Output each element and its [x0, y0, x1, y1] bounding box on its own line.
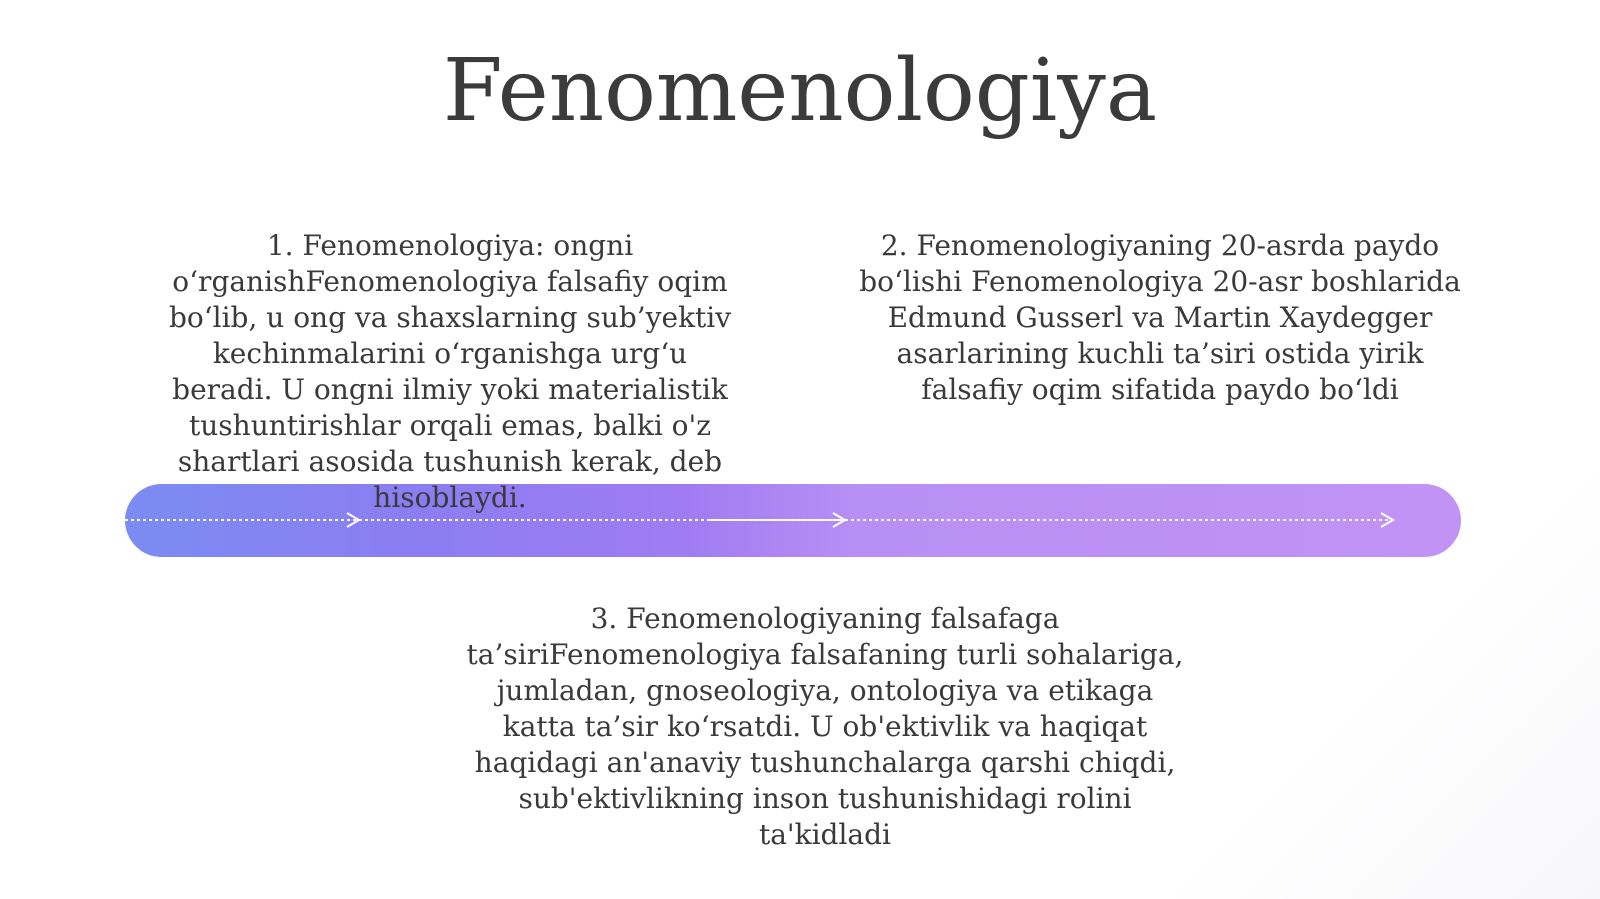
timeline-item-3: 3. Fenomenologiyaning falsafaga ta’siriFenomenologiya falsafaning turli sohalariga, jumladan, gnoseologiya, ontologiya va etikaga katta ta’sir ko‘rsatdi. U ob'ektivlik va haqiqat haqidagi an'anaviy tushunchalarga qarshi chiqdi, sub'ektivlikning inson tushunishidagi rolini ta'kidladi — [466, 602, 1184, 851]
timeline-item-1: 1. Fenomenologiya: ongni o‘rganishFenomenologiya falsafiy oqim bo‘lib, u ong va shaxslarning sub’yektiv kechinmalarini o‘rganishga urg‘u beradi. U ongni ilmiy yoki materialistik tushuntirishlar orqali emas, balki o'z shartlari asosida tushunish kerak, deb hisoblaydi. — [168, 229, 732, 514]
slide-title: Fenomenologiya — [442, 41, 1158, 141]
timeline-item-2: 2. Fenomenologiyaning 20-asrda paydo bo‘lishi Fenomenologiya 20-asr boshlarida Edmund Gusserl va Martin Xaydegger asarlarining kuchli ta’siri ostida yirik falsafiy oqim sifatida paydo bo‘ldi — [859, 229, 1461, 406]
